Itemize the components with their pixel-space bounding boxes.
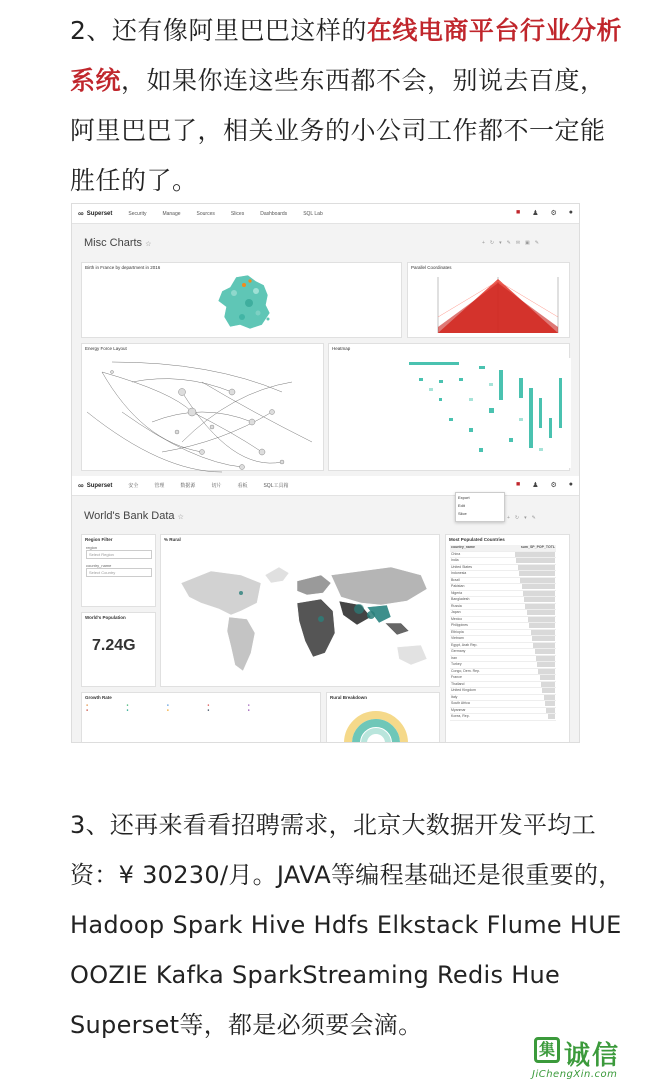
countries-table <box>450 545 556 721</box>
population-bar <box>515 552 555 557</box>
watermark-text: 诚信 <box>564 1041 621 1071</box>
column-header[interactable]: sum_SP_POP_TOTL <box>520 545 555 549</box>
country-name-cell: Myanmar <box>451 707 466 712</box>
population-bar <box>528 617 555 622</box>
superset-screenshot <box>71 203 580 743</box>
site-watermark <box>530 1035 645 1085</box>
panel-parallel-coordinates <box>407 262 570 338</box>
panel-title: Birth in France by department in 2016 <box>85 265 161 270</box>
population-bar <box>541 682 555 687</box>
population-bar <box>544 695 555 700</box>
country-name-cell: Japan <box>451 610 461 614</box>
country-name-cell: Egypt, Arab Rep. <box>451 642 478 647</box>
nav-sql-lab[interactable]: SQL Lab <box>303 210 323 217</box>
star-icon[interactable]: ☆ <box>177 514 184 521</box>
country-name-cell: Korea, Rep. <box>451 714 470 718</box>
population-bar <box>542 688 555 693</box>
country-name-cell: United States <box>451 564 473 569</box>
heatmap-chart <box>379 358 571 468</box>
filter-icon[interactable]: ▾ <box>524 515 527 521</box>
country-name-cell: Indonesia <box>451 571 467 575</box>
panel-region-filter <box>81 534 156 607</box>
country-name-cell: China <box>451 551 461 556</box>
nav2-sql-lab[interactable]: SQL工具箱 <box>263 483 289 489</box>
nav2-manage[interactable]: 管理 <box>154 483 165 489</box>
country-name-cell: Mexico <box>451 616 463 621</box>
nav-manage[interactable]: Manage <box>162 210 181 217</box>
watermark-logo-icon: 集 <box>534 1037 560 1063</box>
nav-slices[interactable]: Slices <box>230 210 245 217</box>
para1-text: 2、还有像阿里巴巴这样的 <box>70 16 367 45</box>
population-bar <box>531 630 555 635</box>
dashboard-toolbar-2 <box>507 515 536 521</box>
flag-icon[interactable]: ■ <box>515 209 521 216</box>
email-icon[interactable]: ✉ <box>515 240 521 246</box>
country-name-cell: Pakistan <box>451 584 465 588</box>
population-bar <box>523 591 555 596</box>
population-bar <box>535 649 556 654</box>
population-bar <box>536 656 555 661</box>
country-name-cell: Thailand <box>451 681 465 686</box>
population-bar <box>545 701 555 706</box>
article-paragraph-1 <box>70 6 630 206</box>
country-name-cell: Vietnam <box>451 636 464 640</box>
region-select[interactable]: Select Region <box>86 550 152 559</box>
github-icon[interactable]: ● <box>568 209 573 216</box>
settings-icon[interactable]: ⚙ <box>550 210 557 217</box>
country-name-cell: Russia <box>451 603 462 608</box>
panel-title: Parallel Coordinates <box>411 265 452 270</box>
country-name-cell: Bangladesh <box>451 597 470 601</box>
user-icon[interactable]: ♟ <box>532 482 539 489</box>
population-bar <box>540 675 555 680</box>
panel-title: Most Populated Countries <box>449 537 505 542</box>
refresh-icon[interactable]: ↻ <box>489 240 495 246</box>
panel-heatmap <box>328 343 570 471</box>
nav2-security[interactable]: 安全 <box>128 483 139 489</box>
country-name-cell: India <box>451 558 459 562</box>
country-name-cell: Brazil <box>451 577 460 582</box>
nav-security[interactable]: Security <box>128 210 147 217</box>
population-bar <box>516 558 555 563</box>
panel-title: World's Population <box>85 615 126 620</box>
nav2-slices[interactable]: 切片 <box>211 483 222 489</box>
superset-logo[interactable]: ∞ Superset <box>78 209 113 218</box>
article-paragraph-2: 3、还再来看看招聘需求，北京大数据开发平均工资：¥ 30230/月。JAVA等编程基础还是很重要的，Hadoop Spark Hive Hdfs Elkstack Flume HUE OOZIE Kafka SparkStreaming Redis Hue Superset等，都是必须要会滴。 <box>70 811 623 1039</box>
infinity-icon: ∞ <box>78 209 84 218</box>
panel-title: Region Filter <box>85 537 113 542</box>
para1-text-end: ，如果你连这些东西都不会，别说去百度，阿里巴巴了，相关业务的小公司工作都不一定能胜任的了。 <box>70 66 606 195</box>
panel-world-population <box>81 612 156 687</box>
save-icon[interactable]: ▣ <box>525 240 530 246</box>
column-header[interactable]: country_name <box>451 545 475 549</box>
nav2-dashboards[interactable]: 看板 <box>237 483 248 489</box>
population-bar <box>537 662 555 667</box>
population-bar <box>520 578 555 583</box>
population-bar <box>532 636 555 641</box>
edit-icon[interactable]: ✎ <box>534 240 539 246</box>
user-icon[interactable]: ♟ <box>532 210 539 217</box>
panel-rural-breakdown <box>326 692 440 743</box>
region-label: region <box>86 545 98 550</box>
country-name-cell: Germany <box>451 649 466 653</box>
country-select[interactable]: Select Country <box>86 568 152 577</box>
world-choropleth-map <box>171 553 443 685</box>
panel-title: % Rural <box>164 537 181 542</box>
country-name-cell: Philippines <box>451 623 468 627</box>
top-navbar <box>72 204 580 224</box>
sunburst-chart <box>341 705 411 743</box>
panel-rural-map <box>160 534 440 687</box>
superset-logo-2[interactable]: ∞ Superset <box>78 481 113 490</box>
para1-highlight-a: 在线电商平台 <box>366 16 520 45</box>
population-value: 7.24G <box>92 637 136 654</box>
nav2-sources[interactable]: 数据源 <box>180 483 196 489</box>
edit-icon[interactable]: ✎ <box>531 515 536 521</box>
population-bar <box>524 597 555 602</box>
legend-item[interactable] <box>248 703 286 707</box>
parallel-coordinates-chart <box>434 277 562 335</box>
panel-title: Energy Force Layout <box>85 346 127 351</box>
add-icon[interactable]: + <box>507 515 510 521</box>
population-bar <box>546 708 555 713</box>
legend-item[interactable] <box>126 708 164 712</box>
dashboard-toolbar <box>482 240 539 246</box>
country-name-cell: Turkey <box>451 662 462 666</box>
nav-right-icons <box>516 209 573 217</box>
panel-growth-rate <box>81 692 321 743</box>
css-icon[interactable]: ✎ <box>506 240 511 246</box>
country-name-cell: France <box>451 675 462 679</box>
legend-item[interactable] <box>126 703 164 707</box>
country-name-cell: Congo, Dem. Rep. <box>451 668 480 673</box>
country-name-cell: South Africa <box>451 701 470 705</box>
legend-item[interactable] <box>248 708 286 712</box>
population-bar <box>538 669 555 674</box>
flag-icon[interactable]: ■ <box>515 481 521 488</box>
nav2-right-icons <box>516 481 573 489</box>
france-map <box>214 273 274 331</box>
population-bar <box>533 643 555 648</box>
export-dropdown <box>455 492 505 522</box>
legend-item[interactable] <box>207 708 245 712</box>
legend-item[interactable] <box>207 703 245 707</box>
panel-title: Heatmap <box>332 346 351 351</box>
dropdown-item-edit[interactable]: Edit <box>458 503 465 508</box>
legend-item[interactable] <box>167 703 205 707</box>
country-name-cell: Italy <box>451 694 458 699</box>
nav-dashboards[interactable]: Dashboards <box>260 210 288 217</box>
population-bar <box>527 610 555 615</box>
refresh-icon[interactable]: ↻ <box>514 515 520 521</box>
country-name-cell: Ethiopia <box>451 629 464 634</box>
country-name-cell: United Kingdom <box>451 688 476 692</box>
growth-legend <box>86 703 286 712</box>
force-layout-chart <box>82 352 322 476</box>
panel-france-births <box>81 262 402 338</box>
legend-item[interactable] <box>86 708 124 712</box>
population-bar <box>522 584 556 589</box>
population-bar <box>519 571 555 576</box>
population-bar <box>518 565 555 570</box>
panel-energy-force <box>81 343 324 471</box>
population-bar <box>525 604 555 609</box>
legend-item[interactable] <box>167 708 205 712</box>
dashboard-title-misc: Misc Charts ☆ <box>84 237 152 249</box>
country-name-cell: Iran <box>451 655 458 660</box>
dropdown-item-slice[interactable]: Slice <box>458 511 467 516</box>
country-label: country_name <box>86 563 112 568</box>
population-bar <box>548 714 556 719</box>
github-icon[interactable]: ● <box>568 481 573 488</box>
panel-title: Rural Breakdown <box>330 695 368 700</box>
dropdown-item-export[interactable]: Export <box>458 495 470 500</box>
settings-icon[interactable]: ⚙ <box>550 482 557 489</box>
population-bar <box>529 623 555 628</box>
filter-icon[interactable]: ▾ <box>499 240 502 246</box>
table-row <box>450 714 556 721</box>
watermark-url: JiChengXin.com <box>532 1069 618 1080</box>
legend-item[interactable] <box>86 703 124 707</box>
nav-sources[interactable]: Sources <box>196 210 215 217</box>
country-name-cell: Nigeria <box>451 590 463 595</box>
para1-highlight-b: 行业分析系统 <box>70 16 622 95</box>
panel-title: Growth Rate <box>85 695 112 700</box>
star-icon[interactable]: ☆ <box>145 241 152 248</box>
add-icon[interactable]: + <box>482 240 485 246</box>
infinity-icon: ∞ <box>78 481 84 490</box>
dashboard-title-worldbank: World's Bank Data ☆ <box>84 510 184 522</box>
panel-most-populated <box>445 534 570 743</box>
